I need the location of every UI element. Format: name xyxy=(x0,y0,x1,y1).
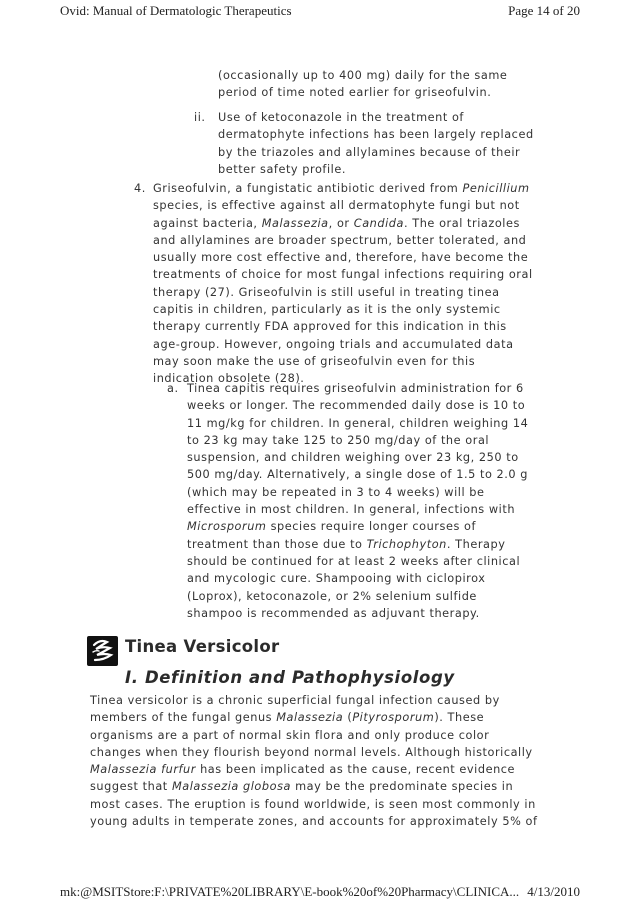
list-item-a: a. Tinea capitis requires griseofulvin administration for 6 weeks or longer. The recommended daily dose is 10 to 11 mg/kg for children. In general, children weighing 14 to 23 kg may take 125 to 250 mg/day of the oral suspension, and children weighing over 23 kg, 250 to 500 mg/day. Alternatively, a single dose of 1.5 to 2.0 g (which may be repeated in 3 to 4 weeks) will be effective in most children. In general, infections with Microsporum species require longer courses of treatment than those due to Trichophyton. Therapy should be continued for at least 2 weeks after clinical and mycologic cure. Shampooing with ciclopirox (Loprox), ketoconazole, or 2% selenium sulfide shampoo is recommended as adjuvant therapy. xyxy=(167,382,529,620)
list-item-ii: ii. Use of ketoconazole in the treatment of dermatophyte infections has been largely replaced by the triazoles and allylamines because of their better safety profile. xyxy=(194,111,534,176)
list-marker: ii. xyxy=(194,111,206,124)
header-page-number: Page 14 of 20 xyxy=(508,3,580,18)
list-item-4: 4. Griseofulvin, a fungistatic antibiotic derived from Penicillium species, is effective against all dermatophyte fungi but not against bacteria, Malassezia, or Candida. The oral triazoles and allylamines are broader spectrum, better tolerated, and usually more cost effective and, therefore, have become the treatments of choice for most fungal infections requiring oral therapy (27). Griseofulvin is still useful in treating tinea capitis in children, particularly as it is the only systemic therapy currently FDA approved for this indication in this age-group. However, ongoing trials and accumulated data may soon make the use of griseofulvin even for this indication obsolete (28). xyxy=(134,182,533,386)
section-logo-icon xyxy=(87,636,118,666)
footer-url: mk:@MSITStore:F:\PRIVATE%20LIBRARY\E-book%20of%20Pharmacy\CLINICA... xyxy=(60,884,520,899)
page-header xyxy=(0,0,638,20)
body-paragraph: Tinea versicolor is a chronic superficial fungal infection caused by members of the fungal genus Malassezia (Pityrosporum). These organisms are a part of normal skin flora and only produce color changes when they flourish beyond normal levels. Although historically Malassezia furfur has been implicated as the cause, recent evidence suggest that Malassezia globosa may be the predominate species in most cases. The eruption is found worldwide, is seen most commonly in young adults in temperate zones, and accounts for approximately 5% of xyxy=(90,694,538,829)
footer-date: 4/13/2010 xyxy=(527,884,580,899)
list-marker: 4. xyxy=(134,182,146,195)
section-subtitle: I. Definition and Pathophysiology xyxy=(125,668,455,687)
continued-text: (occasionally up to 400 mg) daily for the same period of time noted earlier for griseofulvin. xyxy=(218,69,508,100)
list-marker: a. xyxy=(167,382,179,395)
section-title: Tinea Versicolor xyxy=(125,637,280,656)
page-footer xyxy=(0,881,638,901)
header-title: Ovid: Manual of Dermatologic Therapeutics xyxy=(60,3,292,18)
